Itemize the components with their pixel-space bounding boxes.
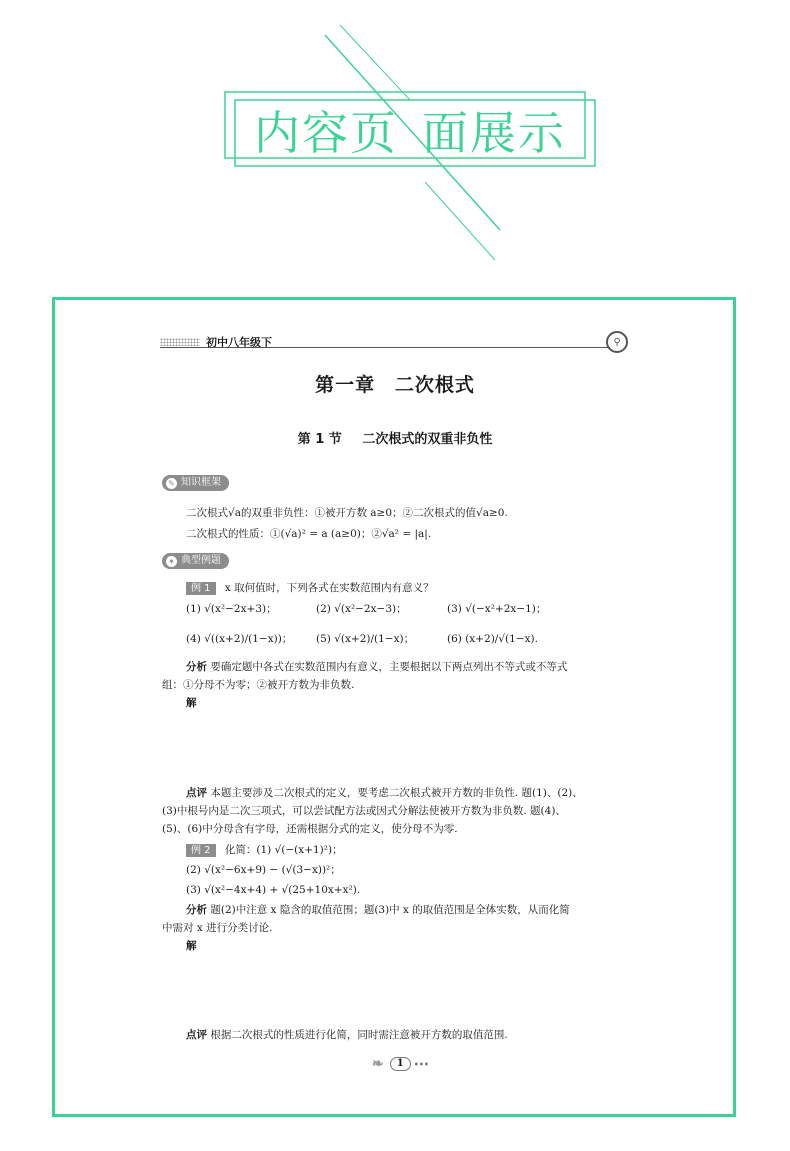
example2-item-3: (3) √(x²−4x+4) + √(25+10x+x²). <box>186 884 361 896</box>
knowledge-badge-label: 知识框架 <box>181 477 221 488</box>
example1-item-5: (5) √(x+2)/(1−x)； <box>316 633 415 645</box>
example1-analysis-line-2: 组：①分母不为零；②被开方数为非负数. <box>162 679 355 691</box>
chapter-name: 二次根式 <box>394 374 475 396</box>
example1-item-2: (2) √(x²−2x−3)； <box>316 603 407 615</box>
example1-label: 例 1 <box>186 582 216 595</box>
banner-title-right: 面展示 <box>422 106 566 160</box>
page-preview-frame <box>52 297 736 1117</box>
banner-title <box>225 100 595 160</box>
example2-analysis-line-2: 中需对 x 进行分类讨论. <box>162 922 273 934</box>
example1-comment-line-3: (5)、(6)中分母含有字母，还需根据分式的定义，使分母不为零. <box>162 823 458 835</box>
page-number-value: 1 <box>390 1057 411 1071</box>
header-dots <box>160 338 200 346</box>
promo-banner <box>0 0 790 290</box>
example2-question-line <box>186 842 343 858</box>
leaf-decoration-icon: ❧ <box>372 1056 384 1072</box>
section-name: 二次根式的双重非负性 <box>362 432 493 447</box>
chapter-number: 第一章 <box>315 374 376 396</box>
example1-comment-line-1 <box>186 785 583 801</box>
example1-item-1: (1) √(x²−2x+3)； <box>186 603 277 615</box>
section-number: 第 1 节 <box>297 432 342 447</box>
example1-question-line <box>186 580 434 596</box>
example2-comment-text: 根据二次根式的性质进行化简，同时需注意被开方数的取值范围. <box>210 1029 508 1041</box>
grade-label: 初中八年级下 <box>206 336 272 349</box>
examples-badge-label: 典型例题 <box>181 555 221 566</box>
example1-item-4: (4) √((x+2)/(1−x))； <box>186 633 293 645</box>
school-seal-icon: ⚲ <box>606 331 628 353</box>
example1-item-3: (3) √(−x²+2x−1)； <box>447 603 547 615</box>
example1-comment-line-2: (3)中根号内是二次三项式，可以尝试配方法或因式分解法使被开方数为非负数. 题(4)、 <box>162 805 566 817</box>
example2-solution-label: 解 <box>186 940 197 952</box>
example1-solution-label: 解 <box>186 697 197 709</box>
example1-question: x 取何值时，下列各式在实数范围内有意义？ <box>224 582 434 594</box>
lightbulb-icon: ✦ <box>166 556 177 567</box>
example2-comment-label: 点评 <box>186 1029 207 1041</box>
example1-analysis-text-1: 要确定题中各式在实数范围内有意义，主要根据以下两点列出不等式或不等式 <box>210 661 568 673</box>
banner-title-left: 内容页 <box>254 106 398 160</box>
knowledge-badge <box>162 475 229 491</box>
examples-badge <box>162 553 229 569</box>
example2-label: 例 2 <box>186 844 216 857</box>
knowledge-line-2: 二次根式的性质：①(√a)² = a (a≥0)；②√a² = |a|. <box>186 528 432 540</box>
example1-comment-text-1: 本题主要涉及二次根式的定义，要考虑二次根式被开方数的非负性. 题(1)、(2)、 <box>210 787 583 799</box>
section-title <box>0 428 790 447</box>
example2-analysis-text-1: 题(2)中注意 x 隐含的取值范围；题(3)中 x 的取值范围是全体实数，从而化简 <box>210 904 570 916</box>
header-rule <box>160 347 610 348</box>
example2-analysis-label: 分析 <box>186 904 207 916</box>
example1-analysis-label: 分析 <box>186 661 207 673</box>
example1-comment-label: 点评 <box>186 787 207 799</box>
example2-item-2: (2) √(x²−6x+9) − (√(3−x))²； <box>186 864 341 876</box>
pencil-icon: ✎ <box>166 478 177 489</box>
page-number <box>372 1056 429 1072</box>
example1-item-6: (6) (x+2)/√(1−x). <box>447 633 538 645</box>
example1-analysis-line-1 <box>186 659 567 675</box>
knowledge-line-1: 二次根式√a的双重非负性：①被开方数 a≥0；②二次根式的值√a≥0. <box>186 507 508 519</box>
example2-comment-line <box>186 1027 508 1043</box>
example2-question: 化简：(1) √(−(x+1)²)； <box>224 844 343 856</box>
example2-analysis-line-1 <box>186 902 570 918</box>
chapter-title <box>0 370 790 397</box>
page-number-dots: ••• <box>413 1059 430 1069</box>
